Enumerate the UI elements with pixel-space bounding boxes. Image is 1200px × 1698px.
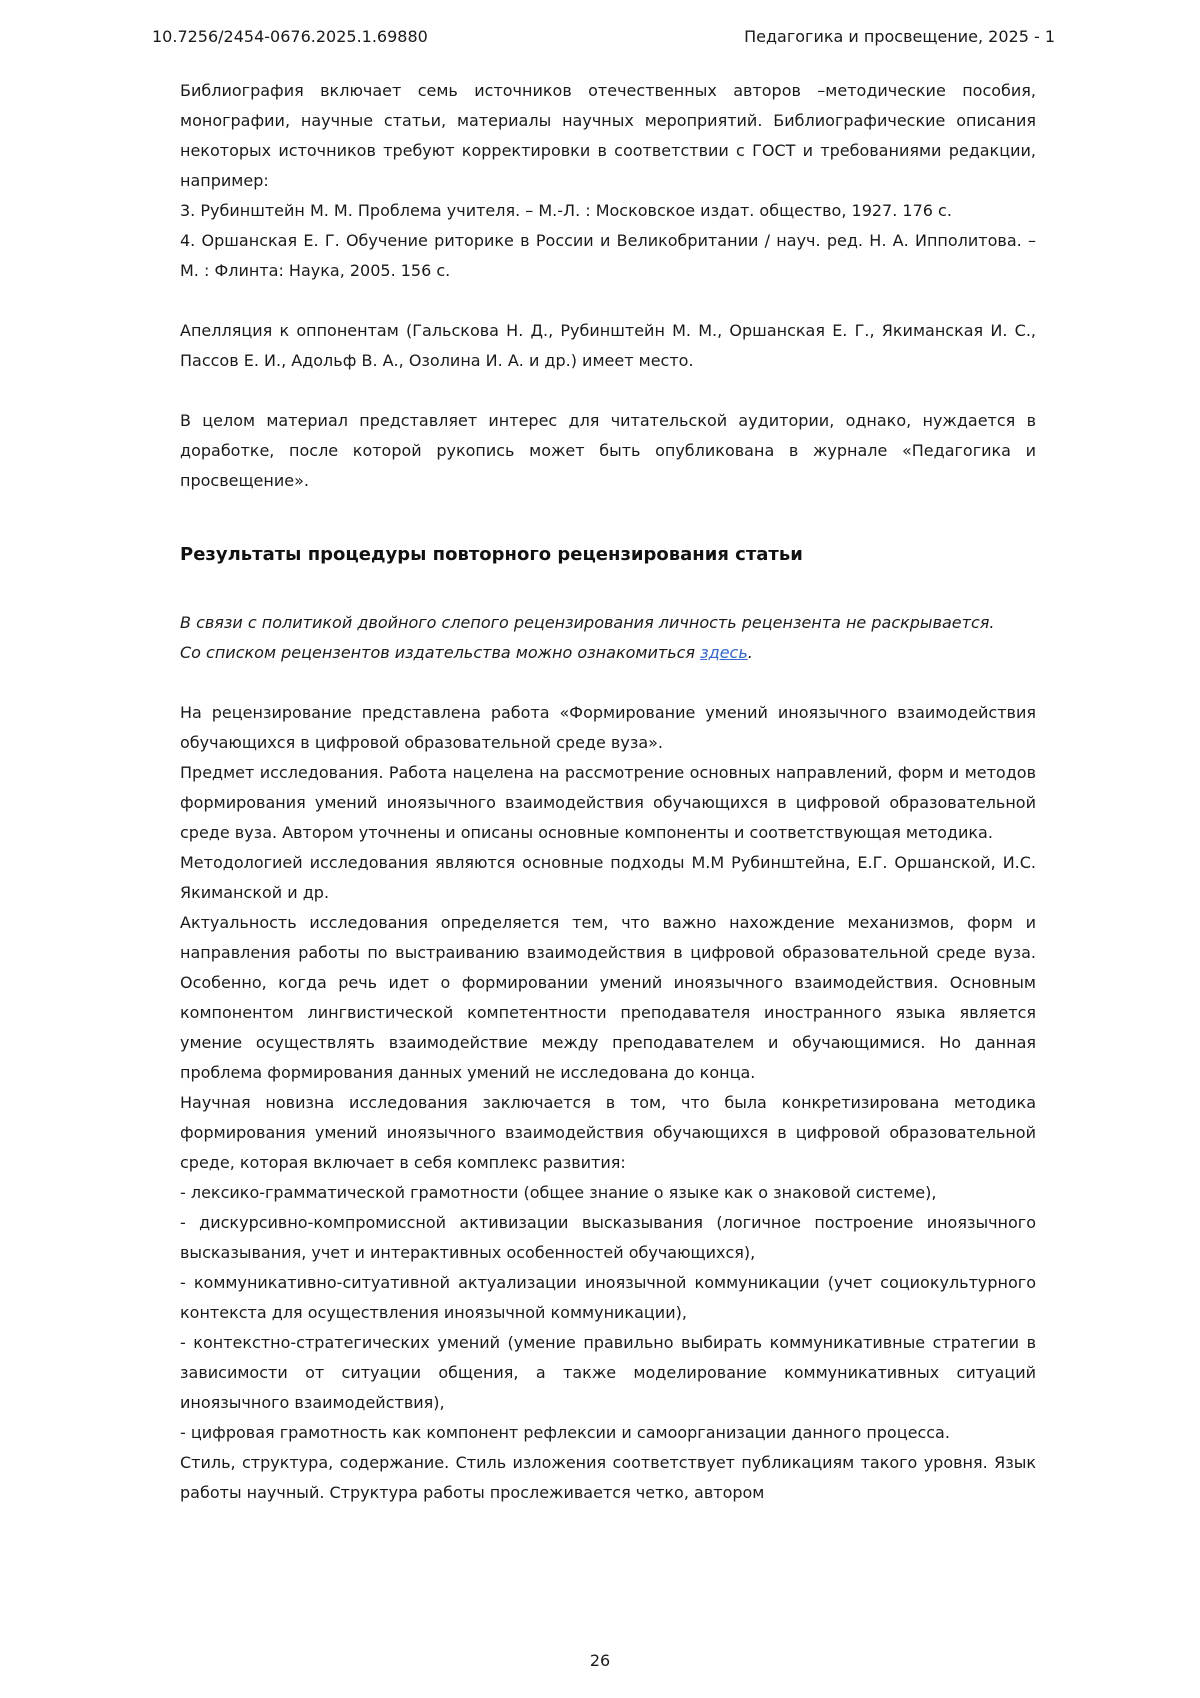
spacer xyxy=(180,286,1036,316)
paragraph-novelty: Научная новизна исследования заключается в том, что была конкретизирована методика формирования умений иноязычного взаимодействия обучающихся в цифровой образовательной среде, которая включает в себя комплекс развития: xyxy=(180,1093,1036,1172)
page-footer xyxy=(0,1651,1200,1670)
page-number: 26 xyxy=(589,1651,611,1670)
paragraph-reviewers-note xyxy=(180,638,1036,668)
reviewers-note-text: Со списком рецензентов издательства можно ознакомиться xyxy=(180,643,696,662)
paragraph-conclusion: В целом материал представляет интерес для читательской аудитории, однако, нуждается в доработке, после которой рукопись может быть опубликована в журнале «Педагогика и просвещение». xyxy=(180,411,1036,490)
list-item-communicative: - коммуникативно-ситуативной актуализации иноязычной коммуникации (учет социокультурного контекста для осуществления иноязычной коммуникации), xyxy=(180,1273,1036,1322)
list-item-digital: - цифровая грамотность как компонент рефлексии и самоорганизации данного процесса. xyxy=(180,1423,950,1442)
list-item-contextual: - контекстно-стратегических умений (умение правильно выбирать коммуникативные стратегии в зависимости от ситуации общения, а также моделирование коммуникативных ситуаций иноязычного взаимодействия), xyxy=(180,1333,1036,1412)
paragraph-blind-review-note: В связи с политикой двойного слепого рецензирования личность рецензента не раскрывается. xyxy=(180,613,995,632)
paragraph-methodology: Методологией исследования являются основные подходы М.М Рубинштейна, Е.Г. Оршанской, И.С. Якиманской и др. xyxy=(180,853,1036,902)
reference-item-4: 4. Оршанская Е. Г. Обучение риторике в России и Великобритании / науч. ред. Н. А. Ипполитова. – М. : Флинта: Наука, 2005. 156 с. xyxy=(180,231,1036,280)
paragraph-relevance: Актуальность исследования определяется тем, что важно нахождение механизмов, форм и направления работы по выстраиванию взаимодействия в цифровой образовательной среде вуза. Особенно, когда речь идет о формировании умений иноязычного взаимодействия. Основным компонентом лингвистической компетентности преподавателя иностранного языка является умение осуществлять взаимодействие между преподавателем и обучающимися. Но данная проблема формирования данных умений не исследована до конца. xyxy=(180,913,1036,1082)
page-header xyxy=(152,26,1055,48)
paragraph-subject: Предмет исследования. Работа нацелена на рассмотрение основных направлений, форм и методов формирования умений иноязычного взаимодействия обучающихся в цифровой образовательной среде вуза. Автором уточнены и описаны основные компоненты и соответствующая методика. xyxy=(180,763,1036,842)
list-item-lexical: - лексико-грамматической грамотности (общее знание о языке как о знаковой системе), xyxy=(180,1183,937,1202)
reference-item-3: 3. Рубинштейн М. М. Проблема учителя. – М.-Л. : Московское издат. общество, 1927. 176 с. xyxy=(180,201,952,220)
list-item-discursive: - дискурсивно-компромиссной активизации высказывания (логичное построение иноязычного высказывания, учет и интерактивных особенностей обучающихся), xyxy=(180,1213,1036,1262)
doi-text: 10.7256/2454-0676.2025.1.69880 xyxy=(152,27,428,46)
review-body xyxy=(180,76,1036,1508)
spacer xyxy=(180,376,1036,406)
spacer xyxy=(180,582,1036,608)
section-heading: Результаты процедуры повторного рецензирования статьи xyxy=(180,544,803,565)
paragraph-bibliography: Библиография включает семь источников отечественных авторов –методические пособия, монографии, научные статьи, материалы научных мероприятий. Библиографические описания некоторых источников требуют корректировки в соответствии с ГОСТ и требованиями редакции, например: xyxy=(180,81,1036,190)
reviewers-link[interactable]: здесь xyxy=(700,643,748,662)
paragraph-style: Стиль, структура, содержание. Стиль изложения соответствует публикациям такого уровня. Язык работы научный. Структура работы прослеживается четко, автором xyxy=(180,1453,1036,1502)
reviewers-note-period: . xyxy=(747,643,753,662)
journal-title: Педагогика и просвещение, 2025 - 1 xyxy=(744,27,1055,46)
paragraph-submission: На рецензирование представлена работа «Формирование умений иноязычного взаимодействия обучающихся в цифровой образовательной среде вуза». xyxy=(180,703,1036,752)
spacer xyxy=(180,668,1036,698)
spacer xyxy=(180,496,1036,526)
paragraph-appeal: Апелляция к оппонентам (Гальскова Н. Д., Рубинштейн М. М., Оршанская Е. Г., Якиманская И. С., Пассов Е. И., Адольф В. А., Озолина И. А. и др.) имеет место. xyxy=(180,321,1036,370)
